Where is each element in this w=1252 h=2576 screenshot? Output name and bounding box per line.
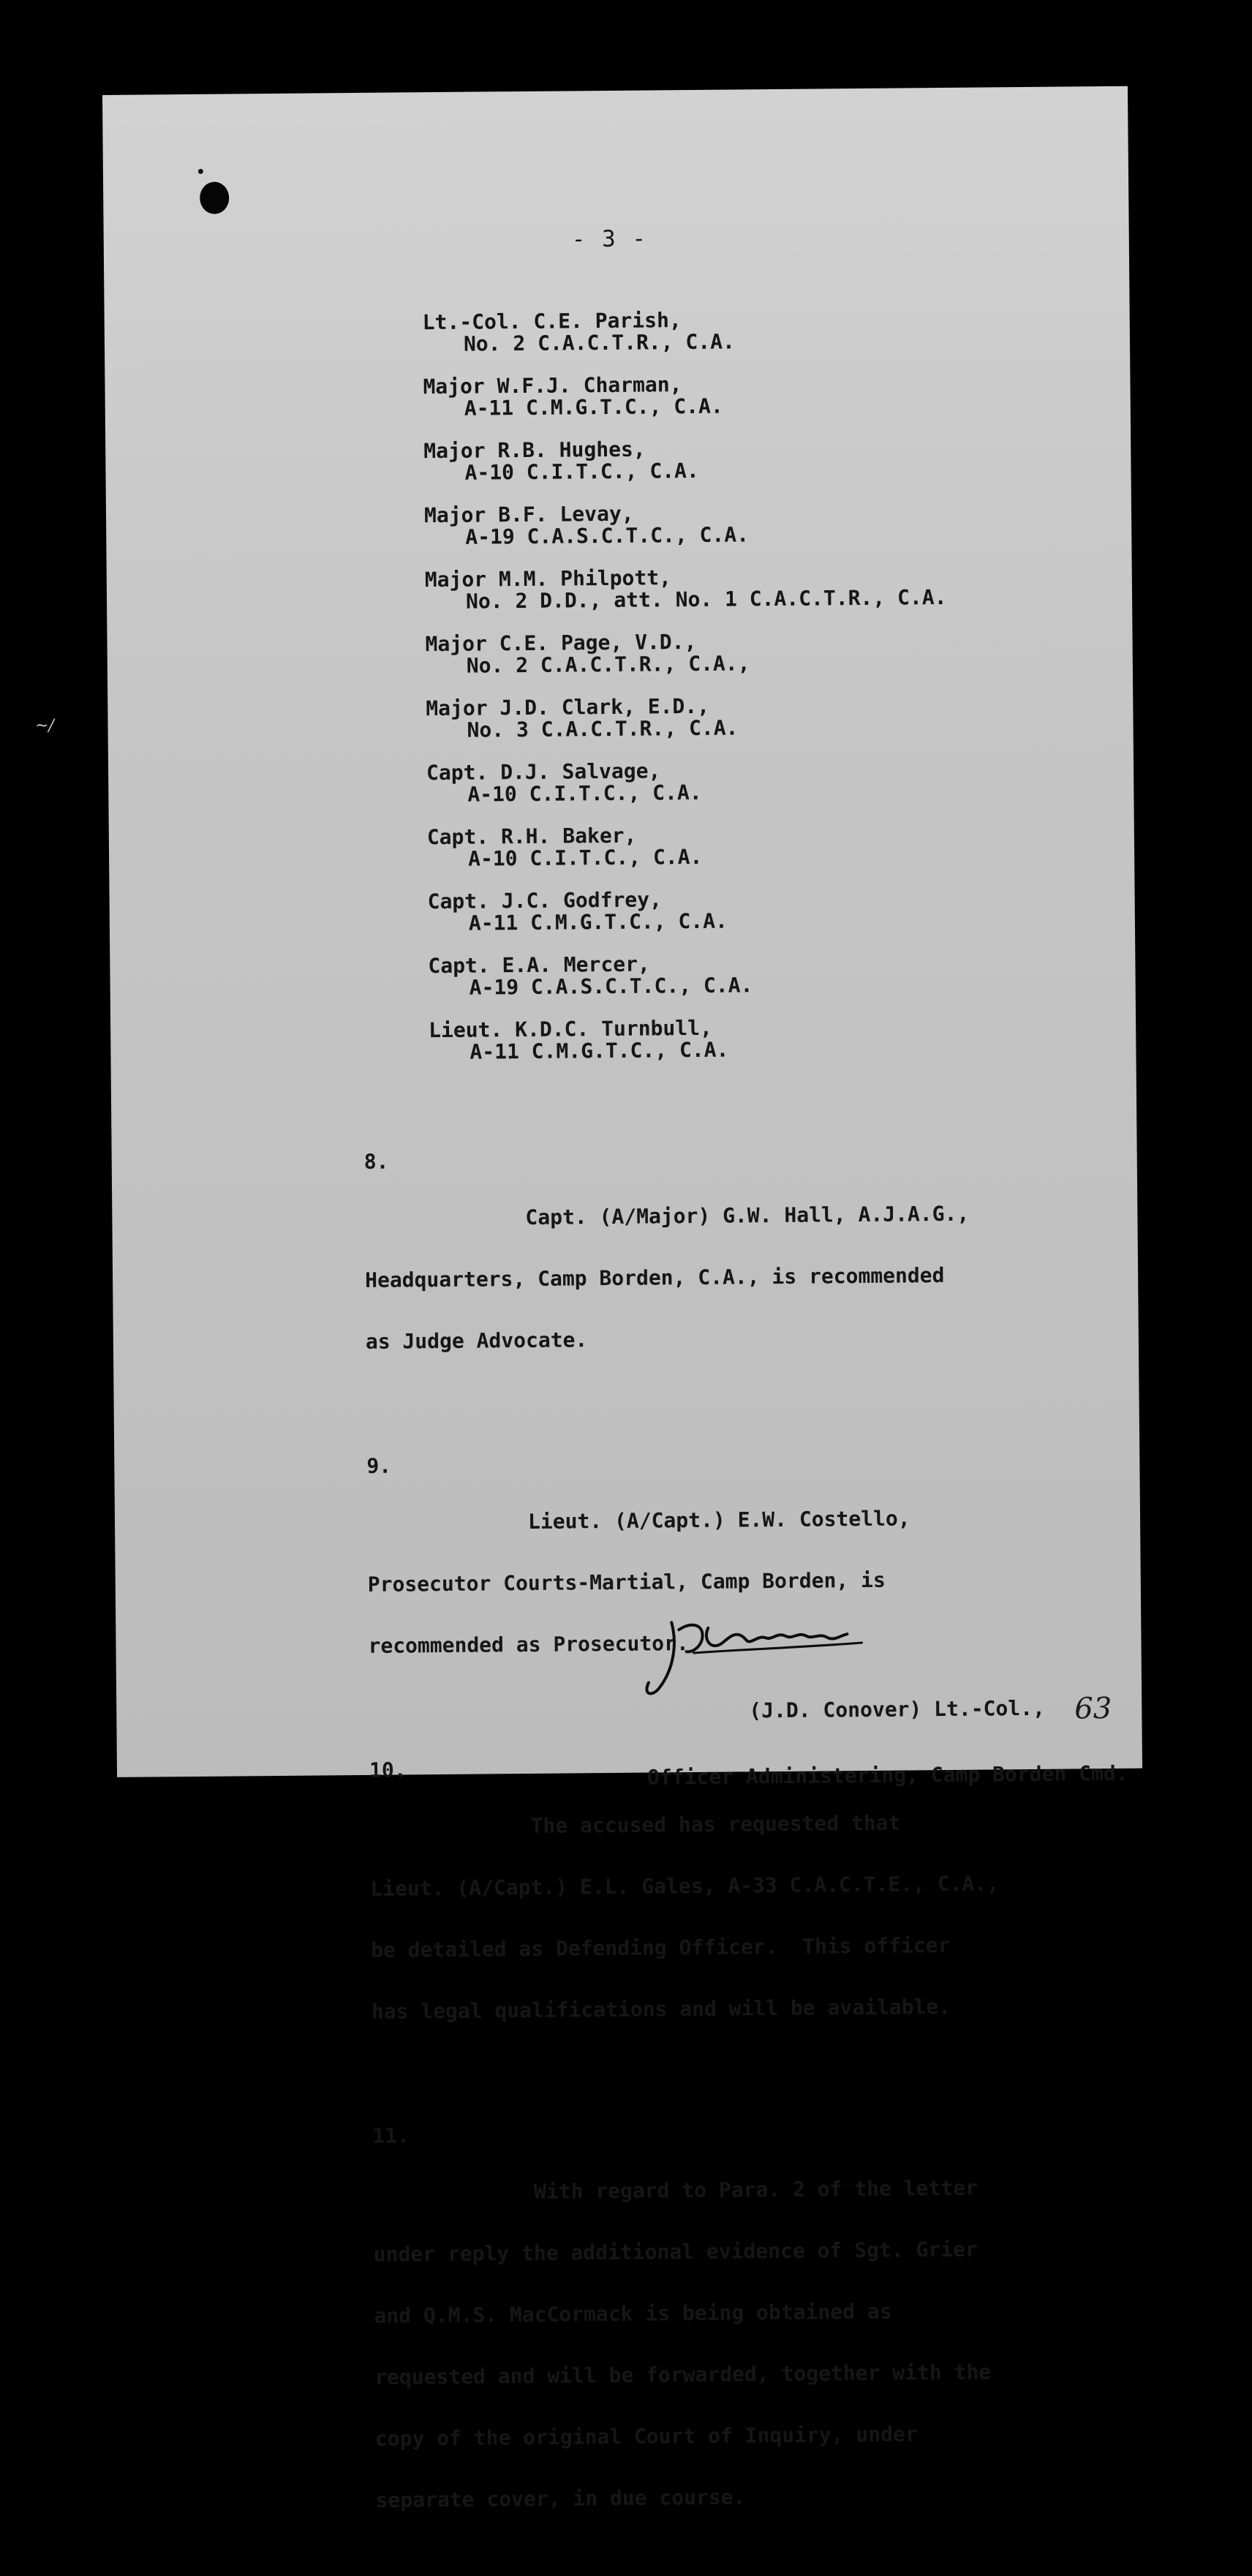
paragraph-first-line: The accused has requested that — [530, 1810, 901, 1838]
member-unit: A-10 C.I.T.C., C.A. — [464, 458, 699, 485]
paragraph-line: Headquarters, Camp Borden, C.A., is recommended — [365, 1263, 945, 1292]
member-name: Capt. E.A. Mercer, — [428, 952, 650, 979]
member-entry — [423, 434, 1082, 505]
member-entry — [426, 756, 1085, 826]
member-name: Major C.E. Page, V.D., — [425, 629, 697, 657]
member-unit: A-19 C.A.S.C.T.C., C.A. — [465, 522, 750, 549]
member-entry — [429, 1014, 1087, 1084]
member-list — [423, 306, 1087, 1084]
member-name: Major R.B. Hughes, — [423, 437, 646, 464]
paragraph-number: 9. — [366, 1453, 392, 1478]
paragraph-11 — [372, 2079, 1108, 2552]
member-name: Major J.D. Clark, E.D., — [426, 693, 710, 721]
signatory-title: Officer Administering, Camp Borden Cmd. — [646, 1760, 1128, 1790]
page-number: - 3 - — [571, 225, 648, 253]
paragraph-line: separate cover, in due course. — [375, 2485, 746, 2512]
paragraph-line: requested and will be forwarded, together with the — [374, 2360, 992, 2389]
paragraph-line: Prosecutor Courts-Martial, Camp Borden, is — [367, 1567, 886, 1597]
member-name: Lt.-Col. C.E. Parish, — [422, 308, 682, 335]
member-unit: No. 2 D.D., att. No. 1 C.A.C.T.R., C.A. — [465, 584, 947, 614]
member-name: Major B.F. Levay, — [423, 501, 634, 528]
member-name: Major M.M. Philpott, — [424, 565, 672, 592]
member-unit: A-19 C.A.S.C.T.C., C.A. — [469, 973, 753, 1000]
paper-speck — [198, 169, 203, 174]
paragraph-number: 8. — [363, 1149, 389, 1174]
paragraph-line: has legal qualifications and will be available. — [371, 1994, 951, 2024]
member-unit: A-10 C.I.T.C., C.A. — [467, 844, 703, 871]
member-entry — [428, 885, 1087, 955]
paragraph-line: under reply the additional evidence of Sgt. Grier — [373, 2237, 978, 2267]
member-entry — [427, 821, 1086, 891]
paragraph-line: recommended as Prosecutor. — [368, 1631, 689, 1658]
member-name: Lieut. K.D.C. Turnbull, — [429, 1015, 713, 1043]
member-name: Capt. J.C. Godfrey, — [427, 887, 663, 914]
member-unit: A-11 C.M.G.T.C., C.A. — [470, 1037, 729, 1064]
signature-block — [646, 1653, 1129, 1833]
numbered-paragraphs — [363, 1104, 1107, 2574]
member-unit: A-11 C.M.G.T.C., C.A. — [468, 908, 728, 935]
paragraph-number: 10. — [369, 1758, 407, 1782]
member-unit: No. 2 C.A.C.T.R., C.A. — [463, 329, 735, 356]
document-page — [102, 86, 1142, 2512]
paragraph-8 — [363, 1104, 1097, 1393]
paragraph-first-line: Lieut. (A/Capt.) E.W. Costello, — [527, 1506, 910, 1534]
member-entry — [423, 306, 1082, 376]
member-entry — [428, 949, 1087, 1020]
member-entry — [423, 370, 1082, 440]
paragraph-line: and Q.M.S. MacCormack is being obtained as — [374, 2299, 892, 2328]
member-name: Major W.F.J. Charman, — [423, 372, 682, 399]
punch-hole — [200, 181, 229, 214]
paragraph-line: Lieut. (A/Capt.) E.L. Gales, A-33 C.A.C.T.E., C.A., — [370, 1871, 1000, 1901]
paragraph-line: as Judge Advocate. — [365, 1327, 588, 1354]
member-unit: No. 2 C.A.C.T.R., C.A., — [466, 651, 750, 678]
member-unit: A-11 C.M.G.T.C., C.A. — [464, 393, 723, 421]
member-unit: A-10 C.I.T.C., C.A. — [467, 780, 702, 807]
paragraph-first-line: With regard to Para. 2 of the letter — [533, 2175, 978, 2204]
member-name: Capt. R.H. Baker, — [426, 823, 637, 850]
signatory-name: (J.D. Conover) Lt.-Col., — [749, 1695, 1046, 1723]
member-entry — [425, 563, 1084, 633]
member-name: Capt. D.J. Salvage, — [426, 758, 661, 786]
paragraph-first-line: Capt. (A/Major) G.W. Hall, A.J.A.G., — [525, 1201, 970, 1230]
paragraph-number: 11. — [372, 2123, 410, 2148]
member-entry — [425, 628, 1084, 698]
paragraph-line: be detailed as Defending Officer. This officer — [371, 1932, 951, 1962]
member-entry — [424, 499, 1083, 569]
member-entry — [426, 692, 1085, 762]
margin-mark: ~/ — [35, 717, 54, 735]
member-unit: No. 3 C.A.C.T.R., C.A. — [467, 715, 739, 742]
paragraph-line: copy of the original Court of Inquiry, under — [374, 2422, 918, 2451]
folio-number: 63 — [1074, 1692, 1112, 1726]
